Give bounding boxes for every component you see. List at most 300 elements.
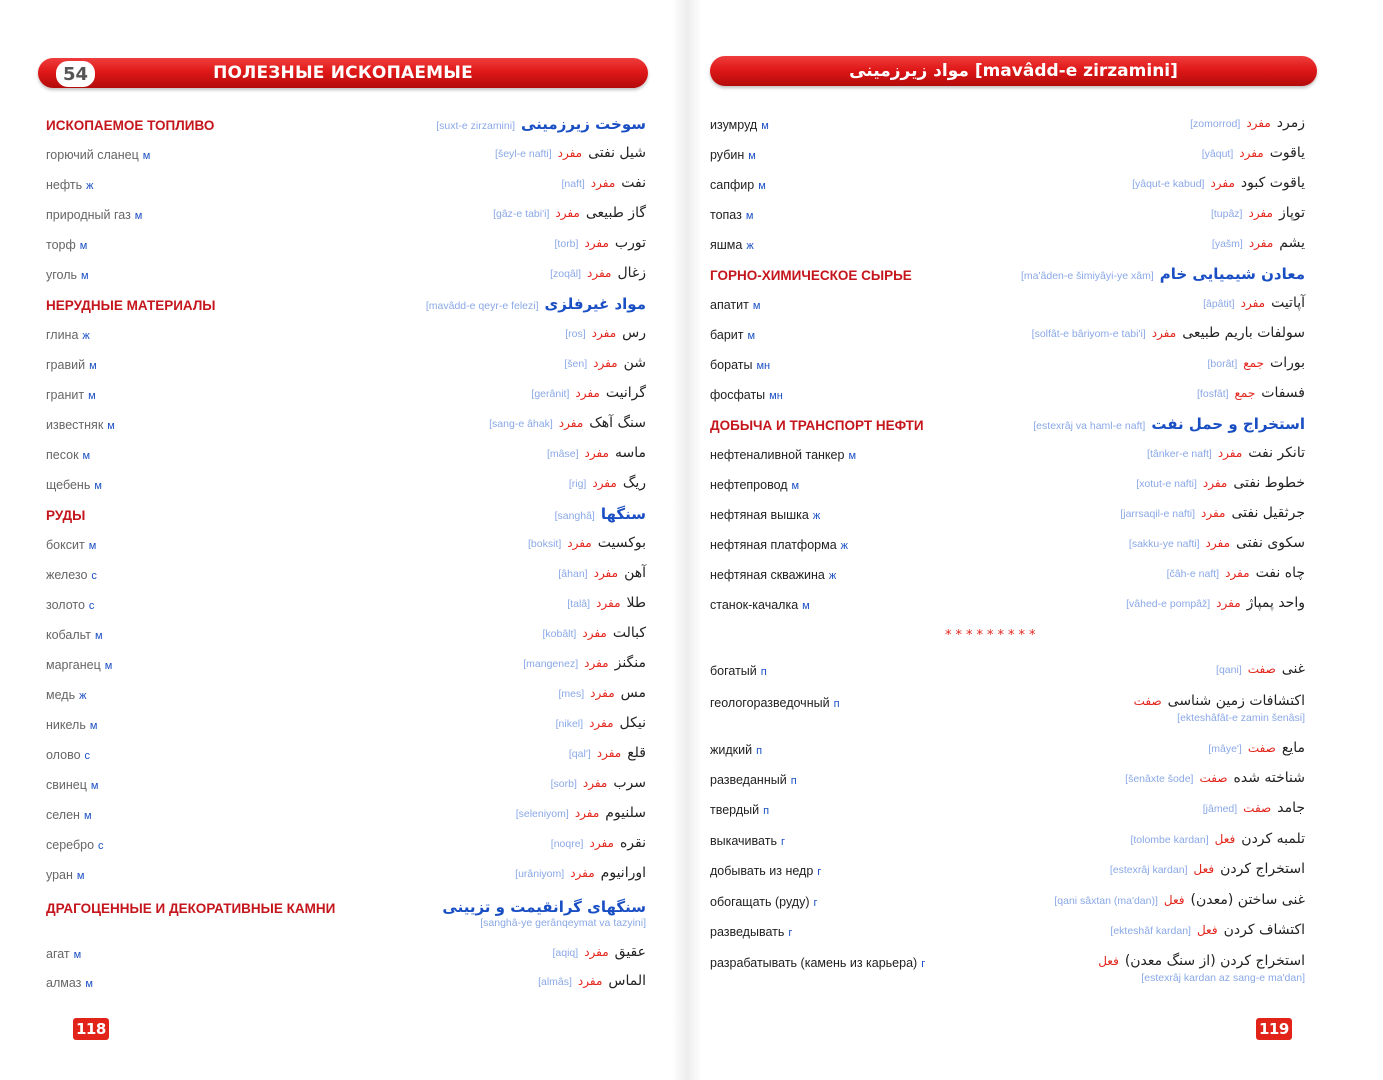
russian-term [46,947,81,961]
dictionary-entry [690,442,1383,472]
transliteration: [tupâz] [1210,208,1243,220]
persian-term [569,745,646,761]
transliteration: [âpâtit] [1203,298,1235,310]
persian-word: شن [623,355,646,371]
transliteration: [qal'] [568,748,591,760]
dictionary-entry [690,142,1383,172]
gender-marker: м [752,300,761,312]
russian-word: обогащать (руду) [710,895,810,909]
transliteration: [ekteshâfât-e zamin šenâsi] [1177,712,1305,724]
russian-term [46,868,84,882]
russian-term [46,208,142,222]
russian-term [46,388,96,402]
russian-term [710,418,924,433]
russian-term [46,976,93,990]
persian-word: توپاز [1278,205,1305,221]
gender-marker: м [89,720,98,732]
persian-word: جامد [1277,800,1305,816]
russian-term [46,448,90,462]
transliteration: [estexrâj kardan] [1109,864,1188,876]
persian-term [436,115,646,133]
persian-word: تلمبه کردن [1241,831,1305,847]
page-number: 119 [1256,1018,1292,1040]
gender-marker: ж [79,690,87,702]
part-of-speech: مفرد [575,386,600,400]
russian-term [46,901,335,916]
dictionary-entry [690,352,1383,382]
russian-term [710,538,848,552]
transliteration: [ma'âden-e šimiyâyi-ye xâm] [1021,270,1154,282]
persian-word: اورانیوم [600,865,646,881]
persian-word: بوکسیت [597,535,646,551]
russian-term [710,358,770,372]
russian-term [710,895,818,909]
russian-word: нефтеналивной танкер [710,448,845,462]
part-of-speech: مفرد [1201,506,1226,520]
russian-word: апатит [710,298,749,312]
persian-term [1132,175,1305,191]
russian-term [46,628,103,642]
dictionary-entry [0,832,690,862]
russian-term [710,568,836,582]
dictionary-entry [0,232,690,262]
russian-word: фосфаты [710,388,766,402]
persian-word: واحد پمپاژ [1246,595,1305,611]
dictionary-entry [0,862,690,892]
russian-word: глина [46,328,79,342]
transliteration: [mâye'] [1208,743,1242,755]
transliteration: [zomorrod] [1190,118,1241,130]
russian-word: РУДЫ [46,508,86,523]
persian-term [1211,205,1305,221]
persian-term [1120,505,1305,521]
dictionary-entry [690,767,1383,797]
persian-word: سنگها [600,505,646,523]
persian-term [551,775,646,791]
persian-term [550,265,646,281]
russian-term [46,778,98,792]
russian-word: изумруд [710,118,758,132]
persian-term [1130,831,1305,847]
transliteration: [sanghâ-ye gerânqeymat va tazyini] [480,917,646,929]
persian-term [565,325,646,341]
dictionary-entry [690,112,1383,142]
transliteration: [rig] [568,478,587,490]
transliteration: [nikel] [555,718,584,730]
persian-term [495,145,646,161]
transliteration: [ekteshâf kardan] [1110,925,1191,937]
russian-word: природный газ [46,208,131,222]
gender-marker: м [761,120,769,132]
russian-term [46,808,92,822]
persian-term [1134,693,1305,709]
transliteration: [sanghâ] [554,510,595,522]
dictionary-entry [690,889,1383,919]
persian-word: قلع [627,745,646,761]
russian-term [46,418,115,432]
russian-term [46,328,90,342]
persian-term [1197,385,1305,401]
persian-word: سوخت زیرزمینی [520,115,646,133]
gender-marker: м [104,660,113,672]
part-of-speech: مفرد [557,146,583,160]
persian-word: معادن شیمیایی خام [1159,265,1305,283]
russian-word: золото [46,598,85,612]
transliteration: [yašm] [1211,238,1243,250]
russian-term [710,328,755,342]
persian-word: ماسه [614,445,646,461]
gender-marker: г [788,927,793,939]
gender-marker: п [833,698,840,710]
russian-word: алмаз [46,976,82,990]
section-title: ПОЛЕЗНЫЕ ИСКОПАЕМЫЕ [213,63,473,83]
russian-term [46,658,112,672]
russian-word: гравий [46,358,86,372]
part-of-speech: مفرد [589,836,614,850]
dictionary-entry [690,797,1383,827]
transliteration: [šen] [564,358,588,370]
transliteration: [ros] [565,328,586,340]
subsection-heading [0,502,690,532]
dictionary-entry [0,652,690,682]
transliteration: [seleniyom] [515,808,569,820]
dictionary-entry [0,622,690,652]
gender-marker: ж [840,540,849,552]
gender-marker: с [88,600,95,612]
transliteration: [boksit] [528,538,562,550]
persian-term [543,625,647,641]
persian-term [1136,475,1305,491]
dictionary-entry [690,690,1383,724]
persian-term [1054,892,1305,908]
persian-word: فسفات [1261,385,1305,401]
dictionary-entry [0,970,690,1000]
dictionary-entry [0,682,690,712]
russian-word: разрабатывать (камень из карьера) [710,956,918,970]
persian-term [569,475,646,491]
russian-word: нефть [46,178,83,192]
transliteration: [mavâdd-e qeyr-e felezi] [425,300,539,312]
part-of-speech: فعل [1098,954,1119,968]
russian-term [710,208,753,222]
russian-word: боксит [46,538,85,552]
gender-marker: г [780,836,785,848]
gender-marker: м [94,480,102,492]
russian-word: нефтяная вышка [710,508,809,522]
russian-term [46,838,104,852]
part-of-speech: مفرد [593,566,619,580]
dictionary-entry [0,262,690,292]
persian-term [1125,770,1305,786]
part-of-speech: مفرد [1202,476,1228,490]
transliteration: [zoqâl] [550,268,581,280]
part-of-speech: صفت [1133,694,1162,708]
subsection-heading [690,412,1383,442]
gender-marker: м [745,210,754,222]
transliteration: [qani] [1216,664,1242,676]
section-banner [38,58,648,88]
persian-term [547,445,646,461]
dictionary-entry [0,472,690,502]
persian-term [1129,535,1305,551]
russian-word: нефтяная скважина [710,568,825,582]
gender-marker: г [817,866,822,878]
dictionary-entry [690,382,1383,412]
dictionary-entry [690,202,1383,232]
russian-word: жидкий [710,743,753,757]
transliteration: [talâ] [567,598,591,610]
left-page [0,0,690,1080]
part-of-speech: مفرد [1217,446,1243,460]
russian-word: ГОРНО-ХИМИЧЕСКОЕ СЫРЬЕ [710,268,912,283]
transliteration: [almâs] [538,976,572,988]
gender-marker: г [921,958,926,970]
gender-marker: м [76,870,85,882]
part-of-speech: مفرد [570,866,595,880]
dictionary-entry [690,950,1383,984]
dictionary-entry [690,919,1383,949]
persian-term [1202,145,1305,161]
gender-marker: ж [82,330,90,342]
gender-marker: м [79,240,88,252]
russian-word: яшма [710,238,743,252]
transliteration: [jâmed] [1202,803,1238,815]
dictionary-entry [0,712,690,742]
russian-word: топаз [710,208,742,222]
persian-term [523,655,646,671]
persian-term [561,175,646,191]
russian-term [710,773,797,787]
transliteration: [tânker-e naft] [1147,448,1212,460]
russian-word: уран [46,868,73,882]
gender-marker: п [790,775,797,787]
part-of-speech: مفرد [591,326,617,340]
part-of-speech: مفرد [582,776,608,790]
russian-word: кобальт [46,628,91,642]
russian-term [46,478,102,492]
part-of-speech: صفت [1199,771,1228,785]
persian-word: شیل نفتی [588,145,646,161]
persian-term [1147,445,1305,461]
dictionary-entry [690,292,1383,322]
part-of-speech: فعل [1196,923,1218,937]
dictionary-entry [0,172,690,202]
section-number: 54 [56,61,95,87]
part-of-speech: مفرد [590,176,616,190]
russian-word: сапфир [710,178,755,192]
gender-marker: п [756,745,763,757]
dictionary-entry [690,532,1383,562]
dictionary-entry [690,322,1383,352]
part-of-speech: مفرد [1210,176,1235,190]
transliteration: [suxt-e zirzamini] [436,120,515,132]
transliteration: [solfât-e bâriyom-e tabi'i] [1031,328,1146,340]
russian-word: железо [46,568,88,582]
persian-term [1208,740,1305,756]
right-page [690,0,1383,1080]
dictionary-entry [690,232,1383,262]
russian-term [710,803,769,817]
russian-term [46,748,90,762]
persian-term [559,685,647,701]
russian-term [46,268,89,282]
persian-word: الماس [608,973,646,989]
russian-word: известняк [46,418,104,432]
part-of-speech: جمع [1243,356,1265,370]
russian-word: добывать из недр [710,864,814,878]
transliteration: [naft] [561,178,585,190]
russian-term [710,178,766,192]
russian-term [710,834,785,848]
dictionary-entry [0,742,690,772]
part-of-speech: مفرد [590,686,615,700]
russian-word: свинец [46,778,87,792]
persian-word: مواد غیرفلزی [544,295,646,313]
persian-word: خطوط نفتی [1233,475,1305,491]
dictionary-entry [0,802,690,832]
russian-term [710,148,756,162]
russian-term [710,664,767,678]
persian-term [1208,355,1306,371]
russian-term [710,864,821,878]
dictionary-entry [0,772,690,802]
russian-term [46,238,87,252]
transliteration: [jarrsaqil-e nafti] [1120,508,1196,520]
russian-word: разведывать [710,925,785,939]
dictionary-entry [0,562,690,592]
gender-marker: ж [812,510,821,522]
part-of-speech: صفت [1247,662,1276,676]
dictionary-entry [0,592,690,622]
transliteration: [yâqut-e kabud] [1132,178,1205,190]
persian-term [555,235,646,251]
transliteration: [yâqut] [1201,148,1234,160]
russian-word: торф [46,238,76,252]
russian-word: горючий сланец [46,148,139,162]
dictionary-entry [0,142,690,172]
transliteration: [estexrâj va haml-e naft] [1033,420,1146,432]
section-title: مواد زیرزمینی [mavâdd-e zirzamini] [849,61,1178,81]
persian-term [516,805,646,821]
persian-word: چاه نفت [1255,565,1305,581]
dictionary-entry [0,412,690,442]
section-banner [710,56,1317,86]
russian-term [46,358,97,372]
persian-term [528,535,646,551]
gender-marker: м [758,180,766,192]
dictionary-entry [690,502,1383,532]
russian-word: марганец [46,658,101,672]
transliteration: [sang-e âhak] [489,418,553,430]
russian-term [710,925,792,939]
russian-term [46,508,85,523]
gender-marker: м [82,450,91,462]
transliteration: [šeyl-e nafti] [495,148,552,160]
dictionary-entry [0,532,690,562]
part-of-speech: مفرد [587,266,612,280]
persian-word: عقیق [614,944,646,960]
persian-word: مایع [1281,740,1305,756]
part-of-speech: مفرد [577,974,603,988]
transliteration: [noqre] [550,838,584,850]
part-of-speech: مفرد [584,236,609,250]
transliteration: [vâhed-e pompâž] [1126,598,1211,610]
dictionary-entry [0,202,690,232]
persian-term [1033,415,1305,433]
transliteration: [urâniyom] [515,868,565,880]
persian-word: سولفات باریم طبیعی [1182,325,1305,341]
part-of-speech: مفرد [596,746,622,760]
persian-term [493,205,646,221]
russian-word: нефтепровод [710,478,788,492]
transliteration: [mâse] [547,448,579,460]
transliteration: [gâz-e tabi'i] [493,208,550,220]
russian-word: твердый [710,803,760,817]
transliteration: [sakku-ye nafti] [1128,538,1200,550]
persian-word: بورات [1270,355,1305,371]
persian-word: تانکر نفت [1248,445,1305,461]
transliteration: [fosfât] [1197,388,1229,400]
persian-word: سنگهای گرانقیمت و تزیینی [442,898,646,916]
persian-term [426,295,646,313]
subsection-heading [0,895,690,929]
persian-word: یشم [1279,235,1305,251]
dictionary-entry [690,592,1383,622]
dictionary-entry [690,858,1383,888]
dictionary-entry [0,941,690,971]
persian-word: منگنز [614,655,646,671]
russian-word: медь [46,688,76,702]
dictionary-entry [0,322,690,352]
gender-marker: п [763,805,770,817]
part-of-speech: مفرد [1240,296,1266,310]
persian-word: غنی [1281,661,1305,677]
russian-term [710,478,799,492]
transliteration: [gerânit] [531,388,570,400]
russian-word: станок-качалка [710,598,799,612]
russian-word: селен [46,808,80,822]
part-of-speech: صفت [1247,741,1276,755]
transliteration: [âhan] [558,568,588,580]
russian-word: НЕРУДНЫЕ МАТЕРИАЛЫ [46,298,216,313]
persian-word: آهن [624,565,646,581]
persian-word: نیکل [619,715,646,731]
persian-word: جرثقیل نفتی [1231,505,1305,521]
gender-marker: мн [756,360,771,372]
gender-marker: ж [746,240,754,252]
subsection-heading [690,262,1383,292]
part-of-speech: فعل [1193,862,1215,876]
gender-marker: с [98,840,104,852]
persian-term [1098,953,1305,969]
persian-term [1167,565,1305,581]
persian-word: یاقوت کبود [1240,175,1305,191]
persian-word: سنگ آهک [589,415,646,431]
russian-word: ДРАГОЦЕННЫЕ И ДЕКОРАТИВНЫЕ КАМНИ [46,901,336,916]
russian-word: барит [710,328,744,342]
dictionary-entry [0,352,690,382]
gender-marker: мн [769,390,783,402]
subsection-heading [0,112,690,142]
russian-word: рубин [710,148,745,162]
part-of-speech: جمع [1234,386,1256,400]
persian-word: کبالت [612,625,646,641]
part-of-speech: مفرد [1205,536,1231,550]
persian-term [1126,595,1305,611]
gender-marker: м [89,360,97,372]
part-of-speech: فعل [1214,832,1236,846]
dictionary-entry [690,658,1383,688]
